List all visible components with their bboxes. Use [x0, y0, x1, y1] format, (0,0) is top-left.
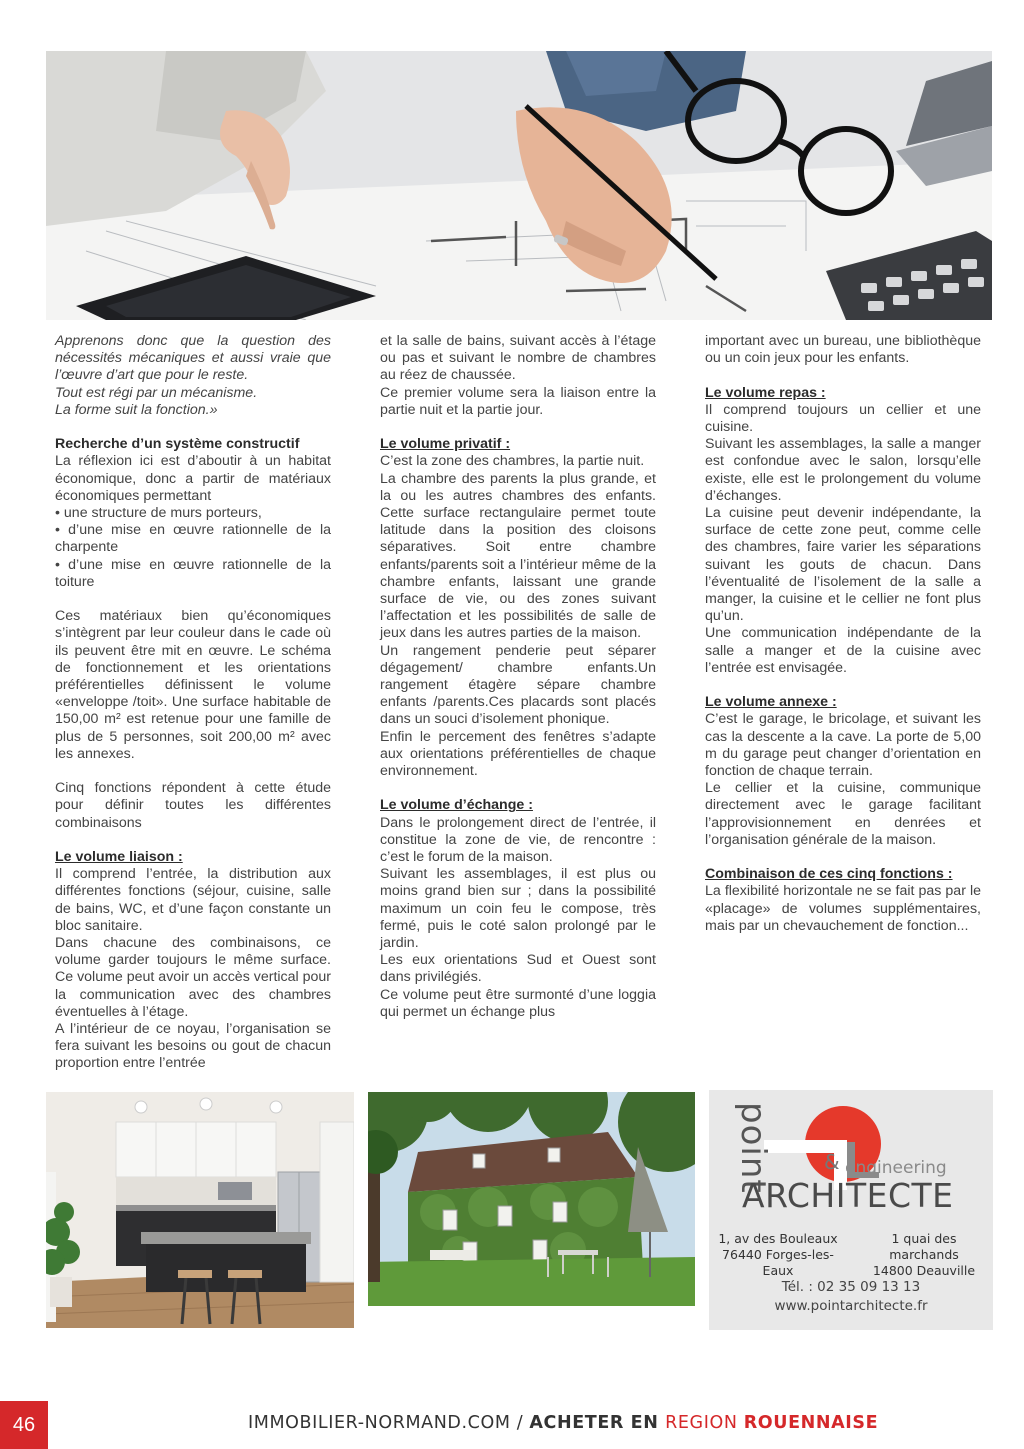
footer-title — [248, 1413, 878, 1433]
paragraph: A l’intérieur de ce noyau, l’organisation se fera suivant les besoins ou gout de chacun proportion entre l’entrée — [55, 1021, 331, 1072]
phone-number: Tél. : 02 35 09 13 13 — [781, 1279, 921, 1295]
quote-line: Tout est régi par un mécanisme. — [55, 384, 258, 401]
paragraph: Cinq fonctions répondent à cette étude pour définir toutes les différentes combinaisons — [55, 780, 331, 831]
logo-word-point: point — [733, 1102, 773, 1194]
bullet-item: • d’une mise en œuvre rationnelle de la charpente — [55, 522, 331, 556]
paragraph: Enfin le percement des fenêtres s’adapte aux orientations préférentielles de chaque environnement. — [380, 728, 656, 780]
paragraph: Les eux orientations Sud et Ouest sont dans privilégiés. — [380, 952, 656, 986]
website-link[interactable]: www.pointarchitecte.fr — [774, 1298, 928, 1314]
logo-ampersand: & — [824, 1150, 840, 1174]
contact-block — [709, 1278, 993, 1316]
paragraph: La flexibilité horizontale ne se fait pas par le «placage» de volumes supplémentaires, mais par un chevauchement de fonction... — [705, 883, 981, 934]
footer-site[interactable]: IMMOBILIER-NORMAND.COM — [248, 1413, 511, 1433]
text-column-1 — [55, 333, 331, 1073]
bullet-item: • une structure de murs porteurs, — [55, 505, 262, 522]
section-heading-repas: Le volume repas : — [705, 384, 826, 401]
hero-photo-architects-drawing — [46, 51, 992, 320]
text-column-2 — [380, 333, 656, 1021]
paragraph: Ces matériaux bien qu’économiques s’intègrent par leur couleur dans le cade où ils peuvent être mit en œuvre. Le schéma de fonctionnement et les orientations préférentielles définissent le volume «enveloppe /toit». Une surface habitable de 150,00 m² est retenue pour une famille de plus de 5 personnes, soit 200,00 m² avec les annexes. — [55, 608, 331, 762]
bullet-item: • d’une mise en œuvre rationnelle de la toiture — [55, 556, 331, 590]
address-line: 1, av des Bouleaux — [718, 1231, 838, 1246]
paragraph: Un rangement penderie peut séparer dégagement/ chambre enfants.Un rangement étagère sépare chambre enfants /parents.Ces placards sont placés dans un souci d’isolement phonique. — [380, 642, 656, 728]
footer-part1: ACHETER EN — [529, 1413, 666, 1433]
paragraph: La chambre des parents la plus grande, et la ou les autres chambres des enfants. Cette surface rectangulaire permet toute latitude dans la position des cloisons séparatives. Soit entre chambre enfants/parents soit a l’intérieur même de la chambre enfants, laissant une grande surface de vie, ou des zones suivant l’affectation et les possibilités de salle de jeux dans les autres parties de la maison. — [380, 470, 656, 642]
paragraph: C’est la zone des chambres, la partie nuit. — [380, 453, 645, 470]
paragraph: et la salle de bains, suivant accès à l’étage ou pas et suivant le nombre de chambres au réez de chaussée. — [380, 333, 656, 384]
paragraph: C’est le garage, le bricolage, et suivant les cas la descente a la cave. La porte de 5,00 m du garage peut changer d’orientation en fonction de chaque terrain. — [705, 711, 981, 780]
footer-part2: REGION — [665, 1413, 744, 1433]
text-column-3 — [705, 333, 981, 935]
paragraph: Dans le prolongement direct de l’entrée, il constitue la zone de vie, de rencontre : c’est le forum de la maison. — [380, 814, 656, 866]
address-line: 14800 Deauville — [872, 1263, 976, 1278]
paragraph: important avec un bureau, une bibliothèque ou un coin jeux pour les enfants. — [705, 333, 981, 367]
paragraph: Une communication indépendante de la salle a manger et de la cuisine avec l’entrée est envisagée. — [705, 625, 981, 676]
paragraph: Dans chacune des combinaisons, ce volume garder toujours le même surface. Ce volume peut avoir un accès vertical pour la communication avec des chambres éventuelles à l’étage. — [55, 935, 332, 1020]
section-heading-liaison: Le volume liaison : — [55, 849, 183, 866]
section-heading-combinaison: Combinaison de ces cinq fonctions : — [705, 866, 953, 883]
footer-part3: ROUENNAISE — [743, 1413, 879, 1433]
house-garden-photo — [368, 1092, 695, 1306]
address-line: 1 quai des marchands — [889, 1231, 959, 1262]
address-deauville — [855, 1231, 993, 1279]
paragraph: Ce volume peut être surmonté d’une loggia qui permet un échange plus — [380, 986, 656, 1020]
section-heading-privatif: Le volume privatif : — [380, 436, 511, 453]
paragraph: Suivant les assemblages, la salle a manger est confondue avec le salon, lorsqu’elle existe, elle est le prolongement du volume d’échanges. — [705, 436, 981, 504]
paragraph: La cuisine peut devenir indépendante, la surface de cette zone peut, comme celle des chambres, faire varier les séparations suivant les gouts de chacun. Dans l’éventualité de l’isolement de la salle a manger, la cuisine et le cellier ne font plus qu’un. — [705, 505, 981, 625]
architect-logo-card — [709, 1090, 993, 1330]
paragraph: Ce premier volume sera la liaison entre la partie nuit et la partie jour. — [380, 384, 656, 418]
paragraph: Il comprend l’entrée, la distribution aux différentes fonctions (séjour, cuisine, salle de bains, WC, et d’une façon constante un bloc sanitaire. — [55, 866, 331, 934]
paragraph: Le cellier et la cuisine, communique directement avec le garage facilitant l’approvisionnement en denrées et l’organisation générale de la maison. — [705, 780, 981, 848]
section-heading-echange: Le volume d’échange : — [380, 797, 533, 814]
quote-line: Apprenons donc que la question des nécessités mécaniques et aussi vraie que l’œuvre d’art que pour le reste. — [55, 333, 331, 384]
paragraph: Suivant les assemblages, il est plus ou moins grand bien sur ; dans la possibilité maximum un coin feu le compose, très fermé, puis le coté salon prolongé par le jardin. — [380, 866, 656, 952]
section-heading-annexe: Le volume annexe : — [705, 694, 837, 711]
kitchen-photo — [46, 1092, 354, 1328]
quote-line: La forme suit la fonction.» — [55, 401, 218, 418]
paragraph: La réflexion ici est d’aboutir à un habitat économique, donc a partir de matériaux économiques permettant — [55, 453, 331, 504]
address-line: 76440 Forges-les-Eaux — [722, 1247, 834, 1278]
logo-word-engineering: engineering — [845, 1158, 947, 1178]
page-number: 46 — [0, 1401, 48, 1449]
section-heading-recherche: Recherche d’un système constructif — [55, 436, 300, 453]
logo-word-architecte: ARCHITECTE — [742, 1176, 954, 1215]
address-forges — [709, 1231, 847, 1279]
footer-separator: / — [510, 1413, 530, 1433]
paragraph: Il comprend toujours un cellier et une cuisine. — [705, 401, 981, 435]
